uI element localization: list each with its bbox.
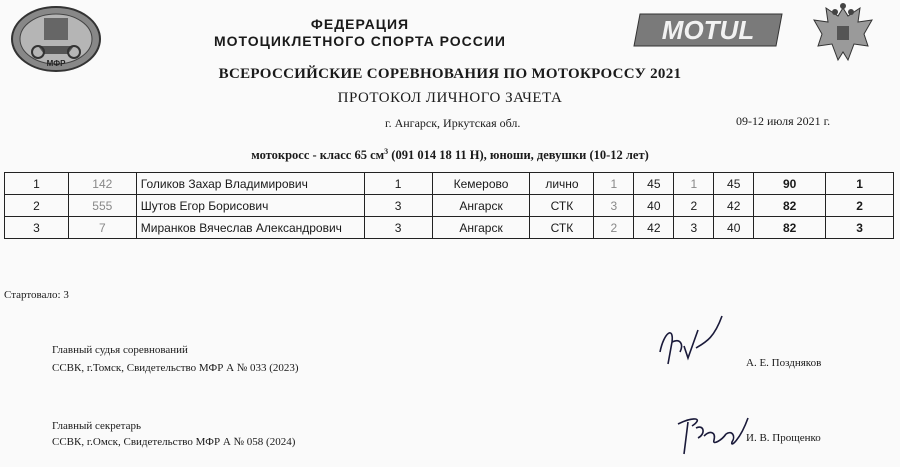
federation-logo — [8, 4, 104, 74]
class-prefix: мотокросс - класс 65 см — [251, 148, 385, 163]
total-points-cell: 90 — [754, 173, 826, 195]
chief-judge-title: Главный судья соревнований — [52, 344, 188, 356]
results-table — [4, 172, 894, 239]
class-line — [0, 147, 900, 163]
motul-logo — [632, 8, 784, 52]
number-cell: 142 — [68, 173, 136, 195]
chief-secretary-certificate: ССВК, г.Омск, Свидетельство МФР А № 058 (2024) — [52, 436, 296, 448]
table-row — [5, 195, 894, 217]
number-cell: 555 — [68, 195, 136, 217]
location: г. Ангарск, Иркутская обл. — [385, 116, 521, 130]
race2-place-cell: 1 — [674, 173, 714, 195]
chief-secretary-name: И. В. Прощенко — [746, 432, 821, 444]
table-row — [5, 217, 894, 239]
chief-judge-name: А. Е. Поздняков — [746, 357, 822, 369]
race2-points-cell: 42 — [714, 195, 754, 217]
city-cell: Ангарск — [432, 195, 530, 217]
race1-place-cell: 2 — [594, 217, 634, 239]
race1-points-cell: 42 — [634, 217, 674, 239]
protocol-subtitle: ПРОТОКОЛ ЛИЧНОГО ЗАЧЕТА — [337, 90, 563, 106]
started-count: Стартовало: 3 — [4, 289, 69, 301]
final-place-cell: 3 — [826, 217, 894, 239]
race1-points-cell: 45 — [634, 173, 674, 195]
rank-cell: 3 — [364, 217, 432, 239]
place-cell: 1 — [5, 173, 69, 195]
final-place-cell: 1 — [826, 173, 894, 195]
double-headed-eagle-emblem — [808, 2, 878, 68]
race1-points-cell: 40 — [634, 195, 674, 217]
city-cell: Кемерово — [432, 173, 530, 195]
class-unit-superscript: 3 — [384, 147, 389, 156]
race1-place-cell: 1 — [594, 173, 634, 195]
place-cell: 3 — [5, 217, 69, 239]
chief-secretary-title: Главный секретарь — [52, 420, 141, 432]
chief-secretary-signature — [674, 410, 752, 462]
place-cell: 2 — [5, 195, 69, 217]
race2-points-cell: 45 — [714, 173, 754, 195]
name-cell: Голиков Захар Владимирович — [136, 173, 364, 195]
federation-line-2: МОТОЦИКЛЕТНОГО СПОРТА РОССИИ — [214, 33, 506, 49]
motul-lettering: MOTUL — [661, 15, 755, 45]
city-cell: Ангарск — [432, 217, 530, 239]
event-dates: 09-12 июля 2021 г. — [736, 114, 831, 128]
race2-place-cell: 2 — [674, 195, 714, 217]
race2-points-cell: 40 — [714, 217, 754, 239]
race1-place-cell: 3 — [594, 195, 634, 217]
class-suffix: (091 014 18 11 Н), юноши, девушки (10-12 лет) — [388, 148, 649, 163]
team-cell: СТК — [530, 195, 594, 217]
team-cell: СТК — [530, 217, 594, 239]
final-place-cell: 2 — [826, 195, 894, 217]
name-cell: Миранков Вячеслав Александрович — [136, 217, 364, 239]
team-cell: лично — [530, 173, 594, 195]
total-points-cell: 82 — [754, 195, 826, 217]
main-title: ВСЕРОССИЙСКИЕ СОРЕВНОВАНИЯ ПО МОТОКРОССУ 2021 — [218, 66, 682, 82]
total-points-cell: 82 — [754, 217, 826, 239]
chief-judge-signature — [650, 312, 730, 372]
rank-cell: 3 — [364, 195, 432, 217]
table-row — [5, 173, 894, 195]
federation-line-1: ФЕДЕРАЦИЯ — [310, 16, 410, 32]
rank-cell: 1 — [364, 173, 432, 195]
number-cell: 7 — [68, 217, 136, 239]
federation-title — [110, 16, 610, 50]
chief-judge-certificate: ССВК, г.Томск, Свидетельство МФР А № 033 (2023) — [52, 362, 299, 374]
race2-place-cell: 3 — [674, 217, 714, 239]
name-cell: Шутов Егор Борисович — [136, 195, 364, 217]
logo-lettering: МФР — [46, 59, 66, 68]
